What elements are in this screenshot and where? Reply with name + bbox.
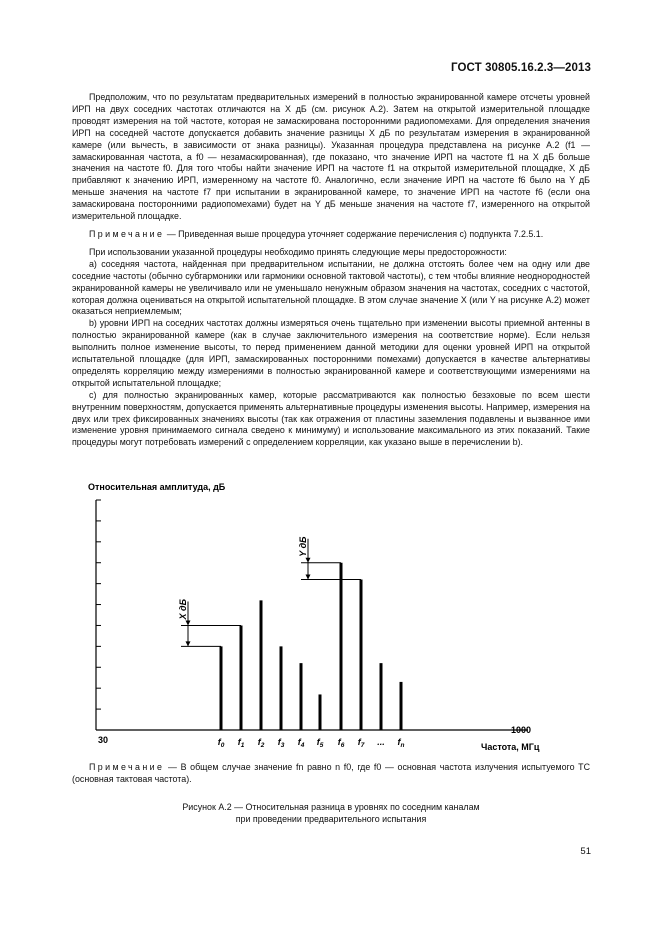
body-text bbox=[72, 92, 590, 449]
chart-x-tick-labels bbox=[218, 737, 405, 749]
figure-caption bbox=[72, 801, 590, 825]
note-1 bbox=[72, 229, 590, 241]
x-tick-label: $f_1$ bbox=[237, 737, 245, 749]
list-item-b: b) уровни ИРП на соседних частотах должны измеряться очень тщательно при изменении высоты приемной антенны в полностью экранированной камере (как в случае заключительного измерения на соответствие норме). Если нельзя выполнить полное изменение высоты, то перед применением данной методики для оценки уровней ИРП на открытой испытательной площадке (для ИРП, замаскированных посторонними помехами) допускается в качестве альтернативы определять корреляцию между измерениями в полностью экранированной камере и соответствующими измерениями на открытой испытательной площадке; bbox=[72, 318, 590, 388]
document-header: ГОСТ 30805.16.2.3—2013 bbox=[451, 62, 591, 74]
chart-y-label: Относительная амплитуда, дБ bbox=[88, 482, 226, 492]
x-tick-label: $f_3$ bbox=[277, 737, 285, 749]
chart-annotations bbox=[178, 536, 361, 647]
chart-bars bbox=[221, 563, 401, 730]
x-tick-label: $f_n$ bbox=[397, 737, 405, 749]
paragraph-precautions: При использовании указанной процедуры необходимо принять следующие меры предосторожности: bbox=[89, 246, 507, 257]
note-1-label: Примечание bbox=[89, 228, 165, 239]
annotation-arrowhead bbox=[306, 574, 311, 579]
chart-svg bbox=[78, 478, 538, 758]
annotation-arrowhead bbox=[186, 641, 191, 646]
x-tick-label: $f_5$ bbox=[316, 737, 324, 749]
x-tick-label: $f_0$ bbox=[217, 737, 225, 749]
x-tick-label: $f_2$ bbox=[257, 737, 265, 749]
paragraph-intro: Предположим, что по результатам предварительных измерений в полностью экранированной камере отсчеты уровней ИРП на двух соседних частотах отличаются на X дБ (см. рисунок А.2). Затем на открытой измерительной площадке проводят измерения на той частоте, которая не замаскирована посторонними радиопомехами. Для определения значения ИРП на соседней частоте допускается добавить значение разницы X дБ по результатам измерения в экранированной камере (или вычесть, в зависимости от знака разницы). Указанная процедура представлена на рисунке А.2 (f1 — замаскированная частота, а f0 — незамаскированная), где показано, что значение ИРП на частоте f1 на X дБ больше значения на частоте f0. Для того чтобы найти значение ИРП на частоте f1 на открытой измерительной площадке, X дБ прибавляют к значению ИРП, измеренному на частоте f0. Аналогично, если значение ИРП на частоте f6 было на Y дБ меньше значения на частоте f7 при испытании в экранированной камере, то значение ИРП на частоте f6 (если она замаскирована посторонними радиопомехами) будет на Y дБ меньше значения на частоте f7, измеренного на открытой измерительной площадке. bbox=[72, 92, 590, 222]
chart-x-axis-label: Частота, МГц bbox=[481, 742, 540, 752]
note-2-text: — В общем случае значение fn равно n f0, где f0 — основная частота излучения испытуемого ТС (основная тактовая частота). bbox=[72, 762, 590, 784]
x-tick-label: ... bbox=[377, 737, 385, 747]
chart-x-start-label: 30 bbox=[98, 735, 109, 745]
annotation-arrowhead bbox=[186, 620, 191, 625]
x-tick-label: $f_4$ bbox=[297, 737, 305, 749]
chart-axes bbox=[96, 500, 528, 730]
note-1-text: — Приведенная выше процедура уточняет содержание перечисления с) подпункта 7.2.5.1. bbox=[164, 228, 544, 239]
x-tick-label: $f_7$ bbox=[357, 737, 365, 749]
chart-x-end-label: 1000 bbox=[511, 725, 532, 735]
figure-chart bbox=[78, 478, 538, 758]
annotation-arrowhead bbox=[306, 558, 311, 563]
caption-line-1: Рисунок А.2 — Относительная разница в уровнях по соседним каналам bbox=[182, 802, 480, 812]
annotation-label: Y дБ bbox=[298, 536, 308, 557]
note-2 bbox=[72, 762, 590, 786]
note-2-label: Примечание bbox=[89, 762, 165, 772]
x-tick-label: $f_6$ bbox=[337, 737, 345, 749]
list-item-a: а) соседняя частота, найденная при предварительном испытании, не должна отстоять более чем на одну или две соседние частоты (обычно субгармоники или гармоники основной тактовой частоты), с тем чтобы влияние неоднородностей экранированной камеры не увеличивало или не уменьшало ненужным образом значения на частотах, соседних с частотой, которая должна оцениваться на открытой испытательной площадке. В этом случае значение X (или Y на рисунке А.2) может оказаться неприемлемым; bbox=[72, 258, 590, 317]
caption-line-2: при проведении предварительного испытания bbox=[235, 814, 427, 824]
page-number: 51 bbox=[580, 846, 591, 857]
list-item-c: с) для полностью экранированных камер, которые рассматриваются как полностью безэховые по всем шести внутренним поверхностям, допускается применять альтернативные процедуры изменения высоты. Например, измерения на двух или трех фиксированных значениях высоты (так как отражения от пластины заземления подавлены и вызванное ими изменение уровня принимаемого сигнала сведено к минимуму) и использование максимального из этих показаний. Такие процедуры могут потребовать измерений с определением корреляции, как указано выше в перечислении b). bbox=[72, 389, 590, 448]
annotation-label: X дБ bbox=[178, 599, 188, 620]
